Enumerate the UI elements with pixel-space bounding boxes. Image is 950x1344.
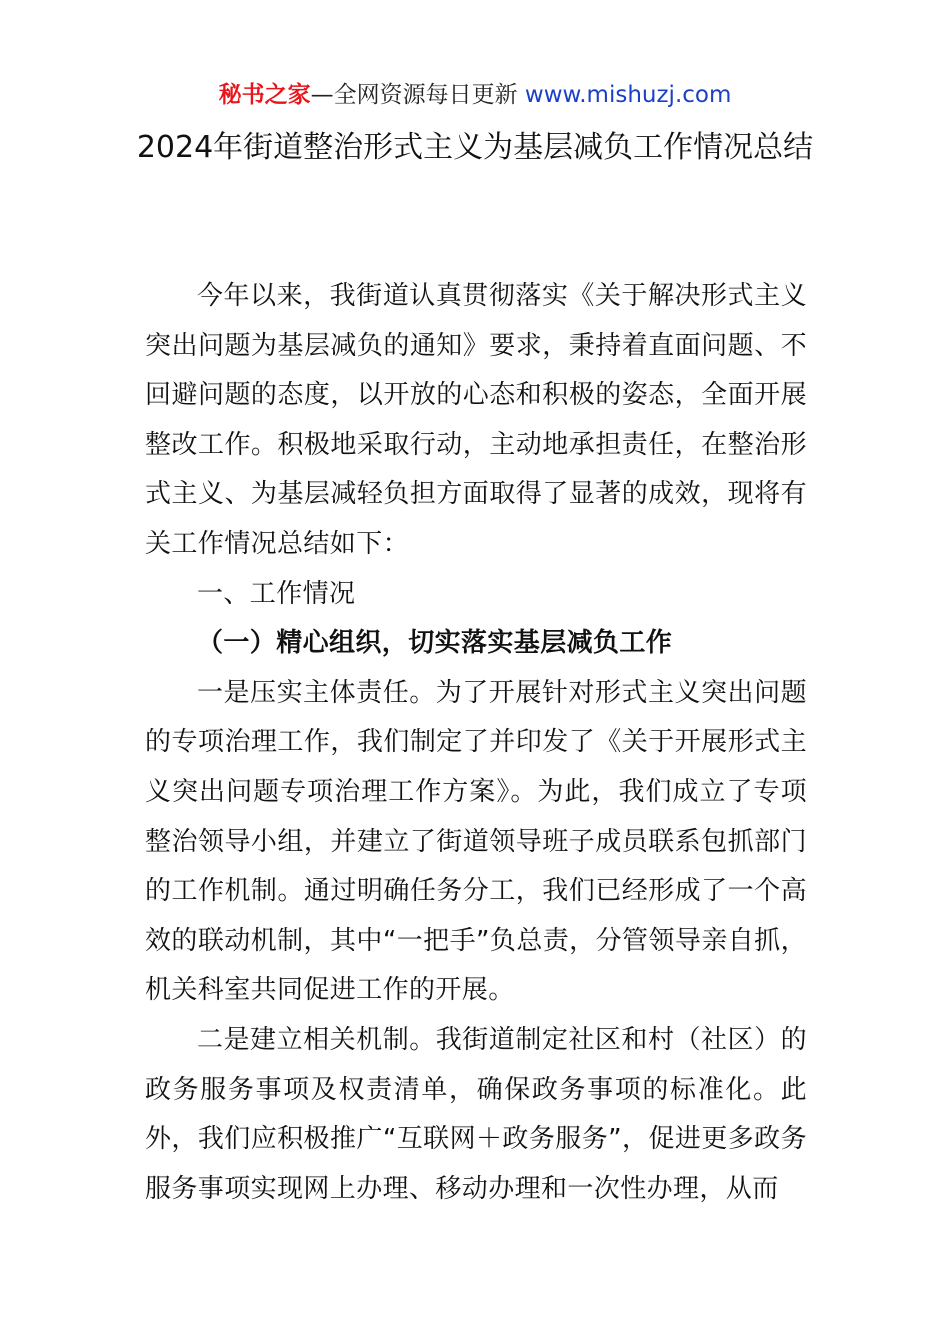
site-brand: 秘书之家 <box>218 82 311 108</box>
subsection-heading: （一）精心组织，切实落实基层减负工作 <box>197 628 673 659</box>
site-header <box>0 78 950 112</box>
document-body <box>145 272 807 1214</box>
intro-paragraph: 今年以来，我街道认真贯彻落实《关于解决形式主义突出问题为基层减负的通知》要求，秉持着直面问题、不回避问题的态度，以开放的心态和积极的姿态，全面开展整改工作。积极地采取行动，主动地承担责任，在整治形式主义、为基层减轻负担方面取得了显著的成效，现将有关工作情况总结如下： <box>145 281 807 559</box>
document-title: 2024年街道整治形式主义为基层减负工作情况总结 <box>136 130 814 165</box>
body-paragraph: 一是压实主体责任。为了开展针对形式主义突出问题的专项治理工作，我们制定了并印发了《关于开展形式主义突出问题专项治理工作方案》。为此，我们成立了专项整治领导小组，并建立了街道领导班子成员联系包抓部门的工作机制。通过明确任务分工，我们已经形成了一个高效的联动机制，其中“一把手”负总责，分管领导亲自抓，机关科室共同促进工作的开展。 <box>145 677 807 1006</box>
site-tagline: —全网资源每日更新 <box>310 82 525 108</box>
site-url-link[interactable]: www.mishuzj.com <box>524 82 732 108</box>
body-paragraph: 二是建立相关机制。我街道制定社区和村（社区）的政务服务事项及权责清单，确保政务事项的标准化。此外，我们应积极推广“互联网＋政务服务”，促进更多政务服务事项实现网上办理、移动办理和一次性办理，从而 <box>145 1024 807 1204</box>
section-heading: 一、工作情况 <box>197 578 356 609</box>
